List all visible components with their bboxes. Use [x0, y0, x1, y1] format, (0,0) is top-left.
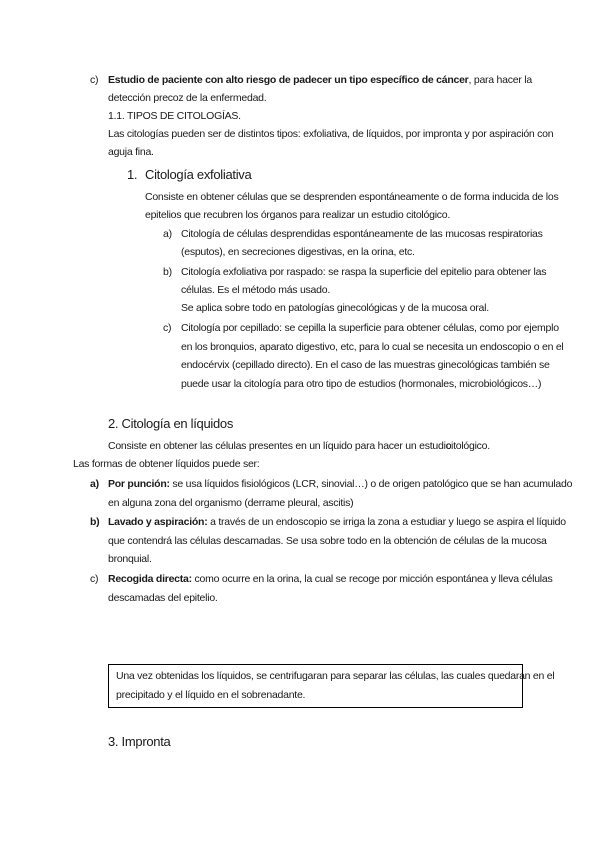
note-box-line1: Una vez obtenidas los líquidos, se centrifugaran para separar las células, las cuales quedaran en el [116, 670, 555, 682]
exfoliativa-b-line2: células. Es el método más usado. [181, 284, 330, 296]
liquidos-c-line2: descamadas del epitelio. [108, 592, 218, 604]
list-marker: b) [163, 266, 172, 278]
liquidos-b-line1 [108, 514, 566, 532]
liquidos-b-rest: a través de un endoscopio se irriga la zona a estudiar y luego se aspira el líquido [207, 516, 566, 528]
liquidos-c-line1 [108, 571, 552, 589]
liquidos-c-bold: Recogida directa: [108, 573, 192, 585]
liquidos-b-line3: bronquial. [108, 553, 152, 565]
section-1-1-title: 1.1. TIPOS DE CITOLOGÍAS. [108, 110, 241, 122]
exfoliativa-a-line2: (esputos), en secreciones digestivas, en la orina, etc. [181, 246, 415, 258]
liquidos-a-line2: en alguna zona del organismo (derrame pleural, ascitis) [108, 497, 354, 509]
intro-c-bold: Estudio de paciente con alto riesgo de padecer un tipo específico de cáncer [108, 74, 469, 86]
exfoliativa-a-line1: Citología de células desprendidas espontáneamente de las mucosas respiratorias [181, 228, 543, 240]
intro-c-line1 [108, 72, 532, 90]
section-1-1-text-2: aguja fina. [108, 146, 154, 158]
liquidos-desc-part1: Consiste en obtener las células presentes en un líquido para hacer un estudio [108, 440, 452, 452]
liquidos-formas: Las formas de obtener líquidos puede ser: [73, 458, 260, 470]
exfoliativa-c-line3: endocérvix (cepillado directo). En el caso de las muestras ginecológicas también se [181, 359, 550, 371]
list-marker: a) [90, 478, 99, 490]
exfoliativa-b-line1: Citología exfoliativa por raspado: se raspa la superficie del epitelio para obtener las [181, 266, 547, 278]
exfoliativa-c-line2: en los bronquios, aparato digestivo, etc, para lo cual se necesita un endoscopio o en el [181, 341, 564, 353]
intro-c-line2: detección precoz de la enfermedad. [108, 92, 267, 104]
exfoliativa-c-line4: puede usar la citología para otro tipo de estudios (hormonales, microbiológicos…) [181, 378, 542, 390]
liquidos-desc-part2: citológico. [446, 440, 490, 452]
list-marker: c) [163, 322, 172, 334]
section-1-1-text-1: Las citologías pueden ser de distintos tipos: exfoliativa, de líquidos, por impronta y por aspiración con [108, 128, 554, 140]
heading-impronta: 3. Impronta [108, 734, 171, 749]
heading-number: 1. [127, 167, 138, 182]
list-marker: c) [90, 573, 99, 585]
liquidos-a-bold: Por punción: [108, 478, 170, 490]
liquidos-a-rest: se usa líquidos fisiológicos (LCR, sinovial…) o de origen patológico que se han acumulado [169, 478, 573, 490]
heading-liquidos: 2. Citología en líquidos [108, 416, 234, 431]
intro-c-rest: , para hacer la [468, 74, 532, 86]
exfoliativa-desc-2: epitelios que recubren los órganos para realizar un estudio citológico. [145, 209, 451, 221]
liquidos-b-line2: que contendrá las células descamadas. Se usa sobre todo en la obtención de células de la mucosa [108, 535, 547, 547]
liquidos-a-line1 [108, 476, 572, 494]
list-marker: a) [163, 228, 172, 240]
heading-exfoliativa: Citología exfoliativa [145, 167, 252, 182]
exfoliativa-b-line3: Se aplica sobre todo en patologías ginecológicas y de la mucosa oral. [181, 302, 489, 314]
list-marker: c) [90, 74, 99, 86]
liquidos-b-bold: Lavado y aspiración: [108, 516, 208, 528]
liquidos-c-rest: como ocurre en la orina, la cual se recoge por micción espontánea y lleva células [191, 573, 553, 585]
list-marker: b) [90, 516, 100, 528]
exfoliativa-desc-1: Consiste en obtener células que se desprenden espontáneamente o de forma inducida de los [145, 191, 559, 203]
exfoliativa-c-line1: Citología por cepillado: se cepilla la superficie para obtener células, como por ejemplo [181, 322, 559, 334]
note-box-line2: precipitado y el líquido en el sobrenadante. [116, 689, 306, 701]
